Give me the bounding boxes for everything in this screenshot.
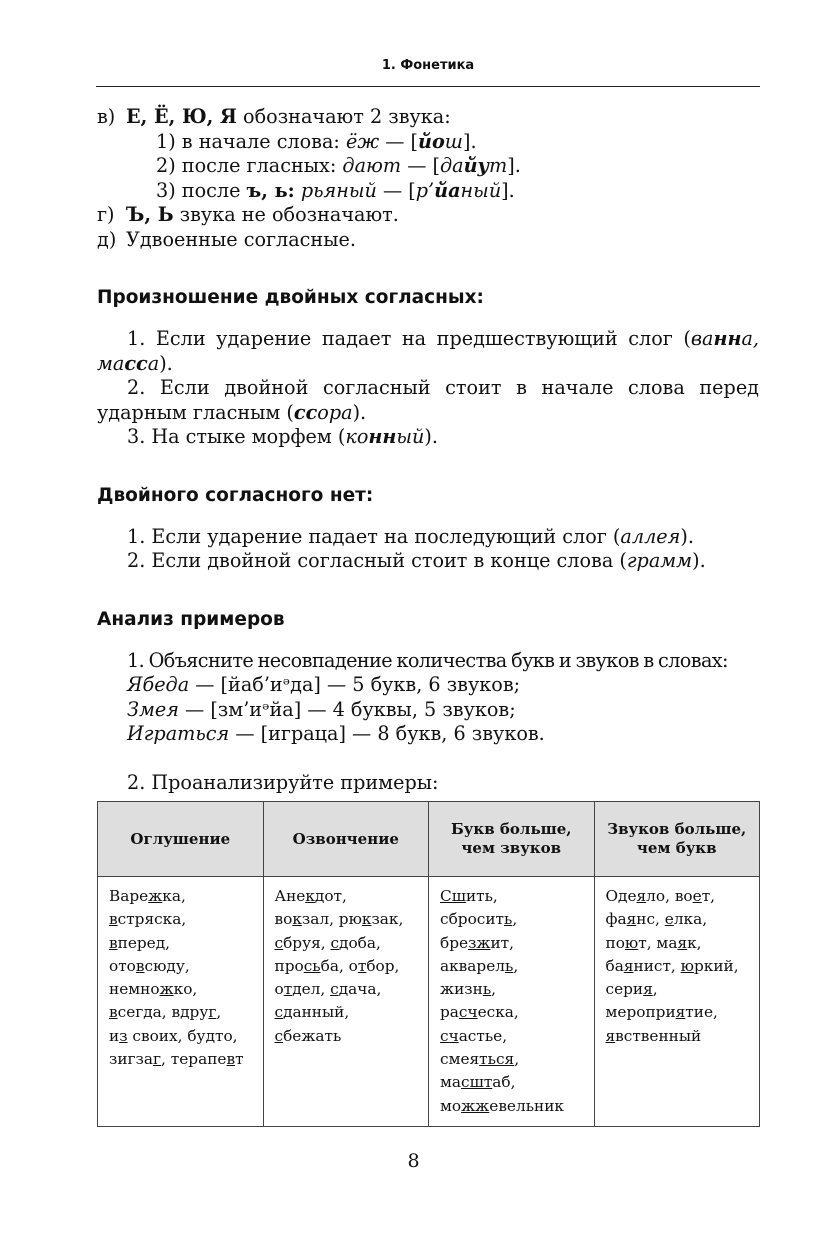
sub-item-3: 3) после ъ, ь: рьяный — [р’йаный]. xyxy=(156,178,515,202)
task-1: 1. Объясните несовпадение количества букв и звуков в словах: xyxy=(127,648,728,672)
table-row xyxy=(98,877,760,1127)
page-content xyxy=(97,105,759,1127)
task-2: 2. Проанализируйте примеры: xyxy=(127,770,439,794)
paragraph: 3. На стыке морфем (конный). xyxy=(127,425,438,448)
section-title-analysis: Анализ примеров xyxy=(97,608,285,630)
example-line: Змея — [зм’иᵊйа] — 4 буквы, 5 звуков; xyxy=(127,697,516,721)
col-header-voicing: Озвончение xyxy=(263,802,429,877)
col-header-more-letters: Букв больше, чем звуков xyxy=(429,802,595,877)
paragraph: 1. Если ударение падает на предшествующий слог (ванна, масса). xyxy=(97,327,759,375)
running-title: 1. Фонетика xyxy=(381,58,475,73)
cell-voicing: Анекдот, вокзал, рюкзак, сбруя, сдоба, просьба, отбор, отдел, сдача, сданный, сбежать xyxy=(263,877,429,1127)
list-item-d: д) Удвоенные согласные. xyxy=(97,227,356,251)
example-line: Ябеда — [йаб’иᵊда] — 5 букв, 6 звуков; xyxy=(127,673,521,696)
cell-more-letters: Сшить, сбросить, брезжит, акварель, жизнь, расческа, счастье, смеяться, масштаб, можжевельник xyxy=(429,877,595,1127)
page-number: 8 xyxy=(407,1150,420,1172)
list-item-g: г) Ъ, Ь звука не обозначают. xyxy=(97,203,399,226)
example-line: Играться — [играца] — 8 букв, 6 звуков. xyxy=(127,722,545,745)
examples-table xyxy=(97,801,760,1127)
section-title-pronunciation: Произношение двойных согласных: xyxy=(97,287,484,308)
paragraph: 2. Если двойной согласный стоит в конце слова (грамм). xyxy=(127,549,706,572)
list-item-v: в) Е, Ё, Ю, Я обозначают 2 звука: xyxy=(97,105,451,128)
sub-item-2: 2) после гласных: дают — [дайут]. xyxy=(156,154,521,177)
sub-item-1: 1) в начале слова: ёж — [йош]. xyxy=(156,129,477,153)
cell-more-sounds: Одеяло, воет, фаянс, елка, поют, маяк, баянист, юркий, серия, мероприятие, явственный xyxy=(594,877,760,1127)
section-title-no-double: Двойного согласного нет: xyxy=(97,484,374,506)
header-rule xyxy=(96,86,760,87)
col-header-devoicing: Оглушение xyxy=(98,802,264,877)
table-header-row xyxy=(98,802,760,877)
paragraph: 2. Если двойной согласный стоит в начале слова перед ударным гласным (ссора). xyxy=(97,376,759,424)
paragraph: 1. Если ударение падает на последующий слог (аллея). xyxy=(127,524,694,548)
col-header-more-sounds: Звуков больше, чем букв xyxy=(594,802,760,877)
cell-devoicing: Варежка, встряска, вперед, отовсюду, немножко, всегда, вдруг, из своих, будто, зигзаг, терапевт xyxy=(98,877,264,1127)
